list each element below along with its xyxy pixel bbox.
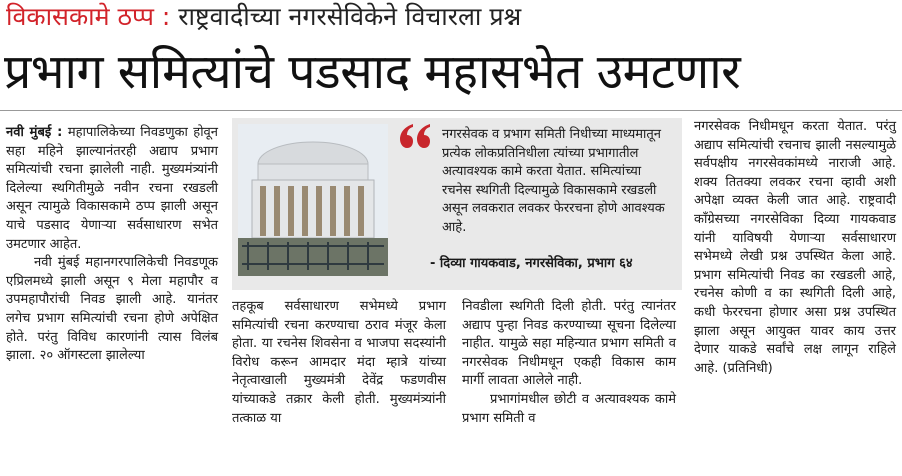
paragraph: प्रभागांमधील छोटी व अत्यावश्यक कामे प्रभाग समिती व [462,391,676,426]
column-1 [6,124,218,366]
column-2 [232,298,446,428]
kicker [6,2,521,32]
headline: प्रभाग समित्यांचे पडसाद महासभेत उमटणार [4,44,741,100]
pull-quote-text: नगरसेवक व प्रभाग समिती निधीच्या माध्यमातून प्रत्येक लोकप्रतिनिधीला त्यांच्या प्रभागातील अत्यावश्यक कामे करता येतात. समित्यांच्या रचनेस स्थगिती दिल्यामुळे विकासकामे रखडली असून लवकरात लवकर फेररचना होणे आवश्यक आहे. [442,127,665,235]
quote-mark-icon [398,122,432,150]
dateline: नवी मुंबई : [6,125,63,140]
paragraph: निवडीला स्थगिती दिली होती. परंतु त्यानंतर अद्याप पुन्हा निवड करण्याच्या सूचना दिलेल्या नाहीत. यामुळे सहा महिन्यात प्रभाग समिती व नगरसेवक निधीमधून एकही विकास काम मार्गी लावता आलेले नाही. [462,299,676,389]
kicker-red: विकासकामे ठप्प : [6,2,171,31]
paragraph: तहकूब सर्वसाधारण सभेमध्ये प्रभाग समित्यांची रचना करण्याचा ठराव मंजूर केला होता. या रचनेस शिवसेना व भाजपा सदस्यांनी विरोध करून आमदार मंदा म्हात्रे यांच्या नेतृत्वाखाली मुख्यमंत्री देवेंद्र फडणवीस यांच्याकडे तक्रार केली होती. मुख्यमंत्र्यांनी तत्काळ या [232,299,446,426]
column-4 [694,118,896,378]
paragraph: नवी मुंबई महानगरपालिकेची निवडणूक एप्रिलमध्ये झाली असून ९ मेला महापौर व उपमहापौरांची निवड झाली आहे. यानंतर लगेच प्रभाग समित्यांची रचना होणे अपेक्षित होते. परंतु विविध कारणांनी त्यास विलंब झाला. २० ऑगस्टला झालेल्या [6,255,218,364]
column-3 [462,298,676,428]
pull-quote-attribution: - दिव्या गायकवाड, नगरसेविका, प्रभाग ६४ [430,256,633,271]
paragraph [6,124,218,254]
paragraph: नगरसेवक निधीमधून करता येतात. परंतु अद्याप समित्यांची रचनाच झाली नसल्यामुळे सर्वपक्षीय नगरसेवकांमध्ये नाराजी आहे. शक्य तितक्या लवकर रचना व्हावी अशी अपेक्षा व्यक्त केली जात आहे. राष्ट्रवादी काँग्रेसच्या नगरसेविका दिव्या गायकवाड यांनी याविषयी येणाऱ्या सर्वसाधारण सभेमध्ये लेखी प्रश्न उपस्थित केला आहे. प्रभाग समित्यांची निवड का रखडली आहे, रचनेस कोणी व का स्थगिती दिली आहे, कधी फेररचना होणार असा प्रश्न उपस्थित झाला असून आयुक्त यावर काय उत्तर देणार याकडे सर्वांचे लक्ष लागून राहिले आहे. (प्रतिनिधी) [694,119,896,376]
divider [0,110,902,111]
paragraph-text: महापालिकेच्या निवडणुका होवून सहा महिने झाल्यानंतरही अद्याप प्रभाग समित्यांची रचना झालेली नाही. मुख्यमंत्र्यांनी दिलेल्या स्थगितीमुळे नवीन रचना रखडली असून त्यामुळे विकासकामे ठप्प झाली असून याचे पडसाद येणाऱ्या सर्वसाधारण सभेत उमटणार आहेत. [6,125,219,252]
municipal-building-photo [238,124,388,276]
kicker-black: राष्ट्रवादीच्या नगरसेविकेने विचारला प्रश्न [178,2,522,31]
